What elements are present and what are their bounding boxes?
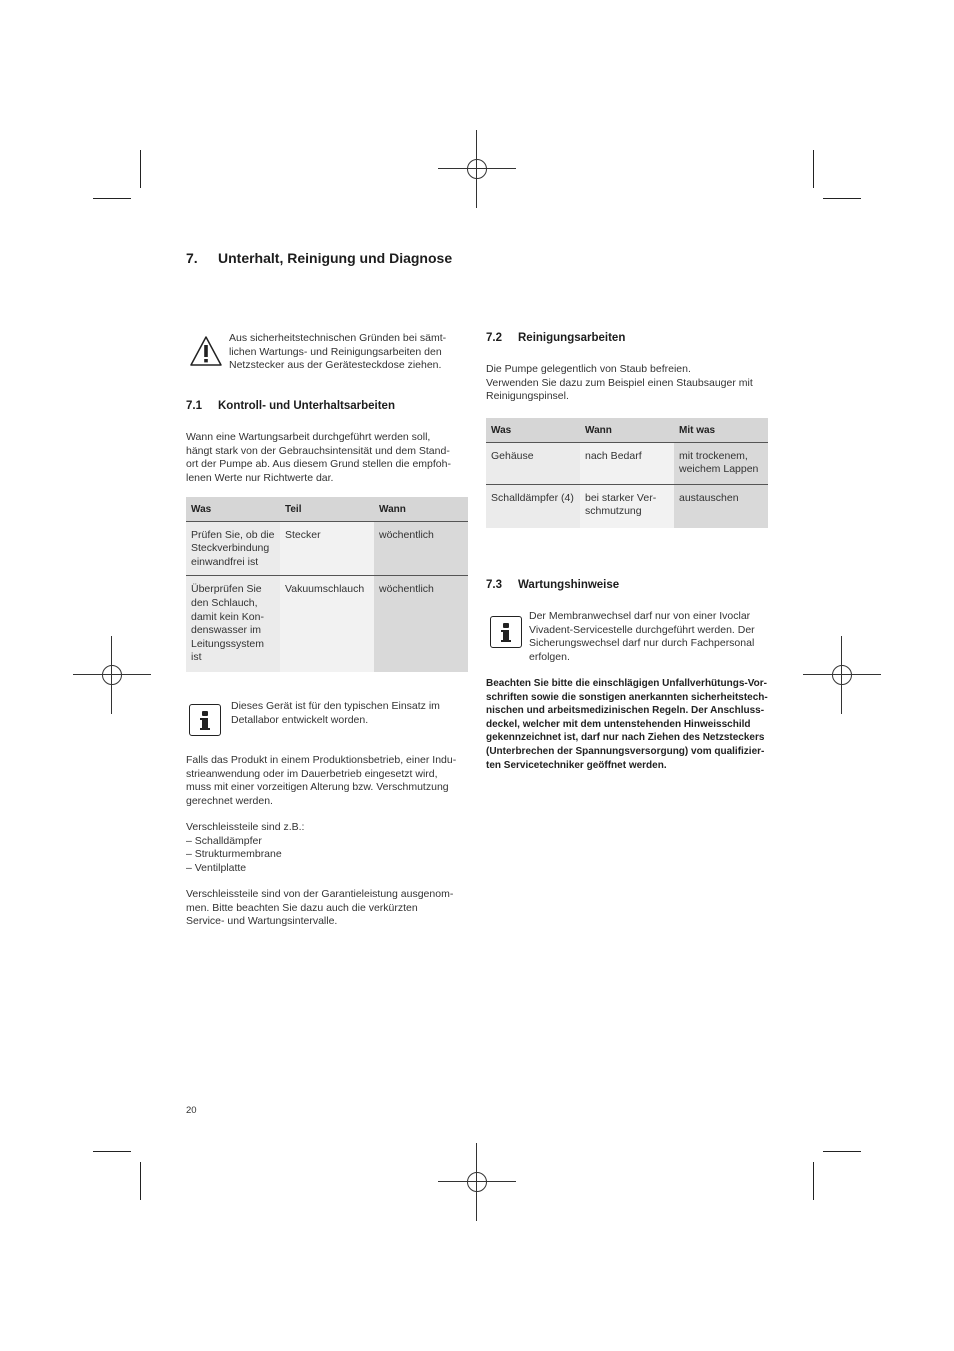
table-header-row <box>486 418 768 442</box>
section-title: Kontroll- und Unterhaltsarbeiten <box>218 400 395 412</box>
cell-line: Gehäuse <box>491 449 534 462</box>
cleaning-table <box>486 418 768 528</box>
cell-line: den Schlauch, <box>191 596 258 609</box>
table-cell <box>580 442 674 484</box>
registration-mark <box>438 130 516 208</box>
section-number: 7.1 <box>186 400 202 412</box>
table-cell <box>486 484 580 528</box>
chapter-number: 7. <box>186 250 198 266</box>
cell-line: denswasser im <box>191 624 262 637</box>
production-paragraph <box>186 754 456 808</box>
text-line: Detallabor entwickelt worden. <box>231 713 369 726</box>
info-note-text <box>231 700 440 727</box>
cell-line: austauschen <box>679 491 739 504</box>
page-number: 20 <box>186 1105 197 1116</box>
warning-note-text <box>229 332 446 373</box>
text-line: Netzstecker aus der Gerätesteckdose ziehen. <box>229 359 442 372</box>
text-line: schriften sowie die sonstigen anerkannten sicherheitstech- <box>486 691 768 703</box>
section-title: Wartungshinweise <box>518 579 620 591</box>
list-item: – Ventilplatte <box>186 861 247 874</box>
warranty-paragraph <box>186 888 453 929</box>
section-heading-7-2 <box>486 332 625 344</box>
table-cell <box>186 576 280 673</box>
text-line: Verschleissteile sind z.B.: <box>186 821 305 833</box>
cell-line: nach Bedarf <box>585 449 642 462</box>
crop-mark <box>823 1151 861 1152</box>
safety-paragraph <box>486 677 768 772</box>
chapter-heading <box>186 250 452 266</box>
text-line: nischen und arbeitsmedizinischen Regeln. Der Anschluss- <box>486 705 765 717</box>
cell-line: einwandfrei ist <box>191 555 259 568</box>
crop-mark <box>93 198 131 199</box>
section-title: Reinigungsarbeiten <box>518 332 626 344</box>
table-cell <box>486 442 580 484</box>
text-line: strieanwendung oder im Dauerbetrieb eingesetzt wird, <box>186 767 438 780</box>
text-line: Aus sicherheitstechnischen Gründen bei sämt- <box>229 332 447 344</box>
crop-mark <box>93 1151 131 1152</box>
section-7-2-intro <box>486 363 753 404</box>
table-row <box>186 576 468 673</box>
cell-line: schmutzung <box>585 505 642 518</box>
column-header: Mit was <box>674 418 768 442</box>
table-cell <box>674 442 768 484</box>
cell-line: Überprüfen Sie <box>191 583 262 596</box>
cell-line: Prüfen Sie, ob die <box>191 528 275 541</box>
text-line: ort der Pumpe ab. Aus diesem Grund stellen die empfoh- <box>186 458 451 471</box>
cell-line: Steckverbindung <box>191 542 270 555</box>
crop-mark <box>140 1162 141 1200</box>
text-line: Service- und Wartungsintervalle. <box>186 915 338 928</box>
crop-mark <box>140 150 141 188</box>
text-line: ten Servicetechniker geöffnet werden. <box>486 759 667 771</box>
table-header-row <box>186 497 468 521</box>
column-header: Wann <box>580 418 674 442</box>
section-heading-7-3 <box>486 579 619 591</box>
table-cell <box>280 576 374 673</box>
cell-line: bei starker Ver- <box>585 491 657 504</box>
cell-line: wöchentlich <box>379 583 434 596</box>
info-icon <box>490 616 522 648</box>
text-line: deckel, welcher mit dem untenstehenden Hinweisschild <box>486 718 751 730</box>
cell-line: Leitungssystem <box>191 637 264 650</box>
cell-line: Schalldämpfer (4) <box>491 491 574 504</box>
text-line: hängt stark von der Gebrauchsintensität und dem Stand- <box>186 444 450 457</box>
crop-mark <box>813 1162 814 1200</box>
warning-triangle-icon <box>189 335 223 367</box>
wear-parts-list <box>186 821 304 875</box>
column-header: Was <box>186 497 280 521</box>
table-cell <box>280 521 374 576</box>
crop-mark <box>813 150 814 188</box>
column-header: Wann <box>374 497 468 521</box>
text-line: Sicherungswechsel darf nur durch Fachpersonal <box>529 637 755 650</box>
info-note-text <box>529 610 755 664</box>
section-number: 7.2 <box>486 332 502 344</box>
maintenance-table <box>186 497 468 672</box>
column-header: Teil <box>280 497 374 521</box>
list-item: – Strukturmembrane <box>186 848 282 861</box>
registration-mark <box>73 636 151 714</box>
text-line: men. Bitte beachten Sie dazu auch die verkürzten <box>186 901 418 914</box>
table-cell <box>374 521 468 576</box>
crop-mark <box>823 198 861 199</box>
registration-mark <box>803 636 881 714</box>
table-row <box>486 484 768 528</box>
text-line: erfolgen. <box>529 650 570 663</box>
text-line: lichen Wartungs- und Reinigungsarbeiten den <box>229 345 442 358</box>
text-line: Wann eine Wartungsarbeit durchgeführt werden soll, <box>186 431 431 443</box>
text-line: Verwenden Sie dazu zum Beispiel einen Staubsauger mit <box>486 376 753 389</box>
list-item: – Schalldämpfer <box>186 834 262 847</box>
text-line: gerechnet werden. <box>186 794 273 807</box>
section-heading-7-1 <box>186 400 395 412</box>
chapter-title: Unterhalt, Reinigung und Diagnose <box>218 250 453 266</box>
text-line: muss mit einer vorzeitigen Alterung bzw. Verschmutzung <box>186 781 449 794</box>
table-row <box>186 521 468 576</box>
text-line: Der Membranwechsel darf nur von einer Ivoclar <box>529 610 751 622</box>
registration-mark <box>438 1143 516 1221</box>
text-line: gekennzeichnet ist, darf nur nach Ziehen des Netzsteckers <box>486 732 765 744</box>
text-line: lenen Werte nur Richtwerte dar. <box>186 471 334 484</box>
text-line: Vivadent-Servicestelle durchgeführt werden. Der <box>529 623 755 636</box>
cell-line: weichem Lappen <box>679 463 759 476</box>
table-row <box>486 442 768 484</box>
cell-line: ist <box>191 651 202 664</box>
cell-line: damit kein Kon- <box>191 610 264 623</box>
section-7-1-intro <box>186 431 451 485</box>
text-line: Verschleissteile sind von der Garantieleistung ausgenom- <box>186 888 454 900</box>
info-icon <box>189 704 221 736</box>
text-line: Die Pumpe gelegentlich von Staub befreien. <box>486 363 691 375</box>
cell-line: wöchentlich <box>379 528 434 541</box>
table-cell <box>580 484 674 528</box>
column-header: Was <box>486 418 580 442</box>
cell-line: Vakuumschlauch <box>285 583 365 596</box>
cell-line: mit trockenem, <box>679 449 748 462</box>
table-cell <box>674 484 768 528</box>
text-line: Dieses Gerät ist für den typischen Einsatz im <box>231 700 440 712</box>
table-cell <box>186 521 280 576</box>
cell-line: Stecker <box>285 528 321 541</box>
text-line: Falls das Produkt in einem Produktionsbetrieb, einer Indu- <box>186 754 457 766</box>
table-cell <box>374 576 468 673</box>
text-line: (Unterbrechen der Spannungsversorgung) vom qualifizier- <box>486 745 765 757</box>
text-line: Reinigungspinsel. <box>486 390 569 403</box>
section-number: 7.3 <box>486 579 502 591</box>
text-line: Beachten Sie bitte die einschlägigen Unfallverhütungs-Vor- <box>486 678 767 689</box>
